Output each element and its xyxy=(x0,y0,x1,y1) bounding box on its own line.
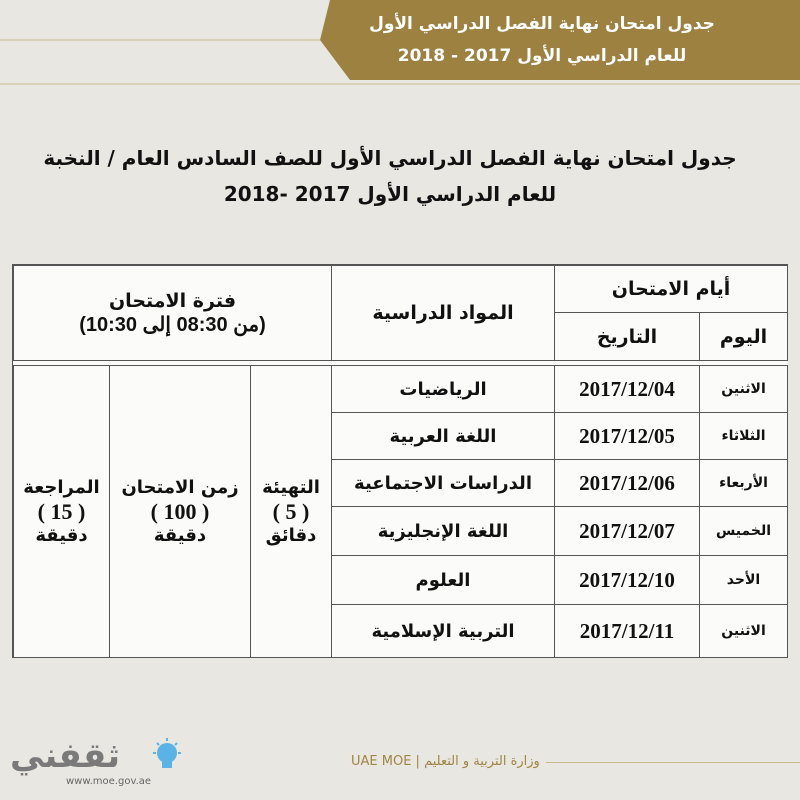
page-title xyxy=(40,140,740,212)
exam-days-header: أيام الامتحان xyxy=(554,265,788,313)
prep-label: التهيئة xyxy=(262,476,320,498)
row-subject: الرياضيات xyxy=(331,365,555,413)
row-date: 2017/12/10 xyxy=(554,555,700,605)
row-date: 2017/12/11 xyxy=(554,604,700,658)
review-label: المراجعة xyxy=(23,476,100,498)
duration-label: زمن الامتحان xyxy=(121,476,239,498)
review-value: ( 15 ) xyxy=(37,498,86,524)
row-day: الثلاثاء xyxy=(699,412,788,460)
review-unit: دقيقة xyxy=(35,524,88,546)
row-subject: الدراسات الاجتماعية xyxy=(331,459,555,507)
subjects-header: المواد الدراسية xyxy=(331,265,555,361)
row-day: الاثنين xyxy=(699,365,788,413)
exam-period-header xyxy=(13,265,332,361)
banner-title xyxy=(322,8,762,72)
row-day: الاثنين xyxy=(699,604,788,658)
row-day: الخميس xyxy=(699,506,788,556)
row-date: 2017/12/07 xyxy=(554,506,700,556)
lightbulb-icon xyxy=(148,736,186,774)
row-subject: التربية الإسلامية xyxy=(331,604,555,658)
row-date: 2017/12/05 xyxy=(554,412,700,460)
site-logo-text: ثقفني xyxy=(10,736,120,776)
duration-value: ( 100 ) xyxy=(150,498,210,524)
row-date: 2017/12/06 xyxy=(554,459,700,507)
top-banner xyxy=(0,0,800,88)
period-title: فترة الامتحان xyxy=(108,289,237,312)
day-header: اليوم xyxy=(699,312,788,361)
date-header: التاريخ xyxy=(554,312,700,361)
prep-unit: دقائق xyxy=(265,524,317,546)
row-day: الأربعاء xyxy=(699,459,788,507)
row-subject: العلوم xyxy=(331,555,555,605)
review-time-box xyxy=(13,365,110,658)
exam-schedule-table xyxy=(12,264,788,658)
title-line-1: جدول امتحان نهاية الفصل الدراسي الأول للصف السادس العام / النخبة xyxy=(43,146,737,170)
banner-line-2: للعام الدراسي الأول 2017 - 2018 xyxy=(397,46,687,66)
duration-unit: دقيقة xyxy=(153,524,207,546)
row-subject: اللغة العربية xyxy=(331,412,555,460)
row-date: 2017/12/04 xyxy=(554,365,700,413)
title-line-2: للعام الدراسي الأول 2017 -2018 xyxy=(223,182,557,206)
row-subject: اللغة الإنجليزية xyxy=(331,506,555,556)
row-day: الأحد xyxy=(699,555,788,605)
ministry-label: وزارة التربية و التعليم | UAE MOE xyxy=(345,754,546,769)
period-time: (من 08:30 إلى 10:30) xyxy=(79,313,266,336)
prep-time-box xyxy=(250,365,332,658)
banner-line-1: جدول امتحان نهاية الفصل الدراسي الأول xyxy=(369,14,715,34)
prep-value: ( 5 ) xyxy=(272,498,310,524)
site-url: www.moe.gov.ae xyxy=(66,776,152,787)
exam-duration-box xyxy=(109,365,251,658)
